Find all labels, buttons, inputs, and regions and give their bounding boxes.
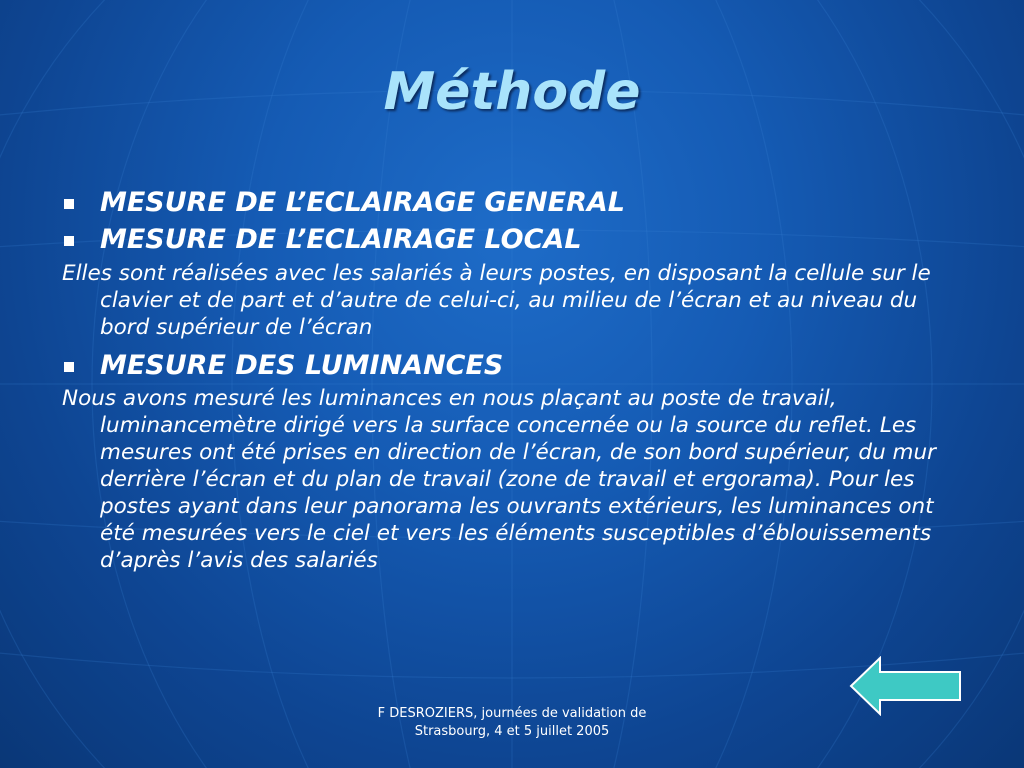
paragraph-local: Elles sont réalisées avec les salariés à leurs postes, en disposant la cellule sur le clavier et de part et d’autre de celui-ci, au milieu de l’écran et au niveau du bord supérieur de l’écran <box>62 261 931 340</box>
bullet-square-icon <box>64 362 74 372</box>
bullet-label: MESURE DE L’ECLAIRAGE GENERAL <box>100 187 625 218</box>
slide-footer <box>342 705 682 741</box>
slide-title: Méthode <box>383 62 641 122</box>
bullet-square-icon <box>64 199 74 209</box>
footer-line: F DESROZIERS, journées de validation de <box>377 706 647 721</box>
left-arrow-icon[interactable] <box>848 656 964 716</box>
bullet-item-local <box>62 221 962 258</box>
footer-line: Strasbourg, 4 et 5 juillet 2005 <box>414 724 610 739</box>
paragraph-luminances: Nous avons mesuré les luminances en nous plaçant au poste de travail, luminancemètre dirigé vers la surface concernée ou la source du reflet. Les mesures ont été prises en direction de l’écran, de son bord supérieur, du mur derrière l’écran et du plan de travail (zone de travail et ergorama). Pour les postes ayant dans leur panorama les ouvrants extérieurs, les luminances ont été mesurées vers le ciel et vers les éléments susceptibles d’éblouissements d’après l’avis des salariés <box>62 386 936 573</box>
slide-content <box>62 184 962 577</box>
bullet-square-icon <box>64 236 74 246</box>
bullet-item-luminances <box>62 347 962 384</box>
bullet-label: MESURE DES LUMINANCES <box>100 350 504 381</box>
bullet-item-general <box>62 184 962 221</box>
bullet-label: MESURE DE L’ECLAIRAGE LOCAL <box>100 224 582 255</box>
